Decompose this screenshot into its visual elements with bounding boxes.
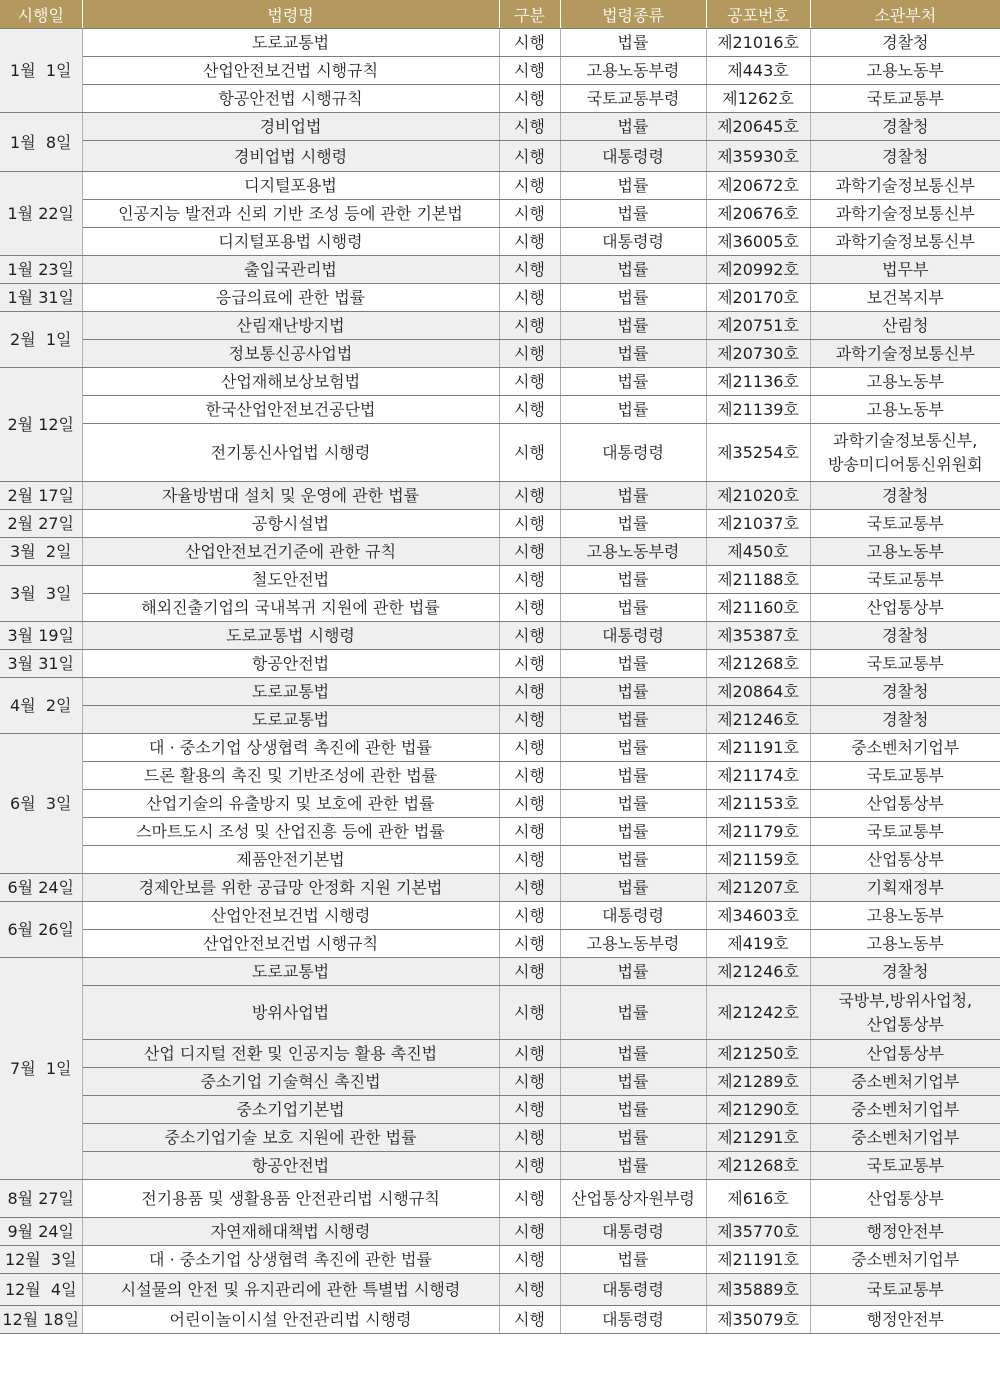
promulgation-number-cell: 제21188호 xyxy=(706,566,810,594)
category-cell: 시행 xyxy=(499,1152,560,1180)
law-kind-cell: 법률 xyxy=(560,172,706,200)
promulgation-number-cell: 제20672호 xyxy=(706,172,810,200)
table-row xyxy=(0,566,1000,594)
law-kind-cell: 대통령령 xyxy=(560,622,706,650)
department-cell: 행정안전부 xyxy=(810,1306,1000,1334)
table-row xyxy=(0,874,1000,902)
table-row xyxy=(0,312,1000,340)
law-name-cell: 드론 활용의 촉진 및 기반조성에 관한 법률 xyxy=(82,762,499,790)
law-kind-cell: 법률 xyxy=(560,510,706,538)
department-cell: 국토교통부 xyxy=(810,650,1000,678)
promulgation-number-cell: 제1262호 xyxy=(706,85,810,113)
law-kind-cell: 법률 xyxy=(560,650,706,678)
table-row xyxy=(0,200,1000,228)
law-name-cell: 도로교통법 xyxy=(82,678,499,706)
effective-date-cell: 12월 18일 xyxy=(0,1306,82,1334)
law-name-cell: 산업재해보상보험법 xyxy=(82,368,499,396)
law-name-cell: 산업 디지털 전환 및 인공지능 활용 촉진법 xyxy=(82,1040,499,1068)
law-name-cell: 도로교통법 xyxy=(82,29,499,57)
header-law-kind: 법령종류 xyxy=(560,0,706,29)
law-kind-cell: 대통령령 xyxy=(560,902,706,930)
category-cell: 시행 xyxy=(499,396,560,424)
promulgation-number-cell: 제21268호 xyxy=(706,650,810,678)
department-cell: 국토교통부 xyxy=(810,510,1000,538)
law-kind-cell: 법률 xyxy=(560,284,706,312)
department-cell: 중소벤처기업부 xyxy=(810,734,1000,762)
category-cell: 시행 xyxy=(499,1096,560,1124)
law-name-cell: 중소기업기술 보호 지원에 관한 법률 xyxy=(82,1124,499,1152)
law-name-cell: 한국산업안전보건공단법 xyxy=(82,396,499,424)
law-kind-cell: 법률 xyxy=(560,790,706,818)
department-cell: 국토교통부 xyxy=(810,566,1000,594)
table-row xyxy=(0,284,1000,312)
department-cell: 경찰청 xyxy=(810,706,1000,734)
table-row xyxy=(0,1274,1000,1306)
law-name-cell: 항공안전법 시행규칙 xyxy=(82,85,499,113)
promulgation-number-cell: 제419호 xyxy=(706,930,810,958)
law-kind-cell: 법률 xyxy=(560,594,706,622)
department-cell: 고용노동부 xyxy=(810,902,1000,930)
department-cell xyxy=(810,424,1000,482)
department-cell: 산업통상부 xyxy=(810,790,1000,818)
table-row xyxy=(0,930,1000,958)
department-cell: 산업통상부 xyxy=(810,846,1000,874)
law-kind-cell: 대통령령 xyxy=(560,1218,706,1246)
law-kind-cell: 법률 xyxy=(560,1068,706,1096)
category-cell: 시행 xyxy=(499,368,560,396)
promulgation-number-cell: 제21020호 xyxy=(706,482,810,510)
promulgation-number-cell: 제20751호 xyxy=(706,312,810,340)
effective-date-cell: 3월 19일 xyxy=(0,622,82,650)
promulgation-number-cell: 제21159호 xyxy=(706,846,810,874)
department-cell: 산림청 xyxy=(810,312,1000,340)
law-name-cell: 도로교통법 xyxy=(82,706,499,734)
law-kind-cell: 법률 xyxy=(560,762,706,790)
department-cell: 국토교통부 xyxy=(810,1274,1000,1306)
effective-date-cell: 9월 24일 xyxy=(0,1218,82,1246)
law-name-cell: 출입국관리법 xyxy=(82,256,499,284)
effective-date-cell: 1월 22일 xyxy=(0,172,82,256)
category-cell: 시행 xyxy=(499,790,560,818)
effective-date-cell: 6월 3일 xyxy=(0,734,82,874)
promulgation-number-cell: 제21139호 xyxy=(706,396,810,424)
table-row xyxy=(0,734,1000,762)
header-date: 시행일 xyxy=(0,0,82,29)
table-row xyxy=(0,1124,1000,1152)
category-cell: 시행 xyxy=(499,594,560,622)
law-name-cell: 산업안전보건법 시행규칙 xyxy=(82,930,499,958)
header-department: 소관부처 xyxy=(810,0,1000,29)
law-name-cell: 대 · 중소기업 상생협력 촉진에 관한 법률 xyxy=(82,734,499,762)
effective-date-cell: 2월 17일 xyxy=(0,482,82,510)
effective-date-cell: 2월 12일 xyxy=(0,368,82,482)
category-cell: 시행 xyxy=(499,622,560,650)
law-kind-cell: 국토교통부령 xyxy=(560,85,706,113)
promulgation-number-cell: 제21191호 xyxy=(706,734,810,762)
department-cell: 중소벤처기업부 xyxy=(810,1124,1000,1152)
category-cell: 시행 xyxy=(499,85,560,113)
promulgation-number-cell: 제21291호 xyxy=(706,1124,810,1152)
law-kind-cell: 대통령령 xyxy=(560,1274,706,1306)
category-cell: 시행 xyxy=(499,958,560,986)
effective-date-cell: 7월 1일 xyxy=(0,958,82,1180)
law-kind-cell: 대통령령 xyxy=(560,424,706,482)
law-name-cell: 해외진출기업의 국내복귀 지원에 관한 법률 xyxy=(82,594,499,622)
law-kind-cell: 법률 xyxy=(560,678,706,706)
department-cell: 경찰청 xyxy=(810,958,1000,986)
department-cell: 경찰청 xyxy=(810,482,1000,510)
category-cell: 시행 xyxy=(499,482,560,510)
law-name-cell: 공항시설법 xyxy=(82,510,499,538)
header-category: 구분 xyxy=(499,0,560,29)
department-cell: 국토교통부 xyxy=(810,85,1000,113)
table-row xyxy=(0,368,1000,396)
promulgation-number-cell: 제616호 xyxy=(706,1180,810,1218)
promulgation-number-cell: 제21289호 xyxy=(706,1068,810,1096)
law-name-cell: 항공안전법 xyxy=(82,1152,499,1180)
promulgation-number-cell: 제20730호 xyxy=(706,340,810,368)
category-cell: 시행 xyxy=(499,986,560,1040)
table-row xyxy=(0,706,1000,734)
effective-date-cell: 3월 2일 xyxy=(0,538,82,566)
promulgation-number-cell: 제21207호 xyxy=(706,874,810,902)
department-cell: 경찰청 xyxy=(810,141,1000,172)
law-name-cell: 디지털포용법 xyxy=(82,172,499,200)
category-cell: 시행 xyxy=(499,228,560,256)
table-row xyxy=(0,228,1000,256)
department-cell: 고용노동부 xyxy=(810,538,1000,566)
category-cell: 시행 xyxy=(499,1306,560,1334)
department-cell: 산업통상부 xyxy=(810,1180,1000,1218)
promulgation-number-cell: 제443호 xyxy=(706,57,810,85)
category-cell: 시행 xyxy=(499,1068,560,1096)
promulgation-number-cell: 제21174호 xyxy=(706,762,810,790)
law-kind-cell: 법률 xyxy=(560,312,706,340)
department-cell: 국토교통부 xyxy=(810,1152,1000,1180)
law-name-cell: 도로교통법 xyxy=(82,958,499,986)
department-cell: 고용노동부 xyxy=(810,930,1000,958)
category-cell: 시행 xyxy=(499,29,560,57)
header-law-name: 법령명 xyxy=(82,0,499,29)
department-cell: 중소벤처기업부 xyxy=(810,1068,1000,1096)
law-name-cell: 경제안보를 위한 공급망 안정화 지원 기본법 xyxy=(82,874,499,902)
category-cell: 시행 xyxy=(499,566,560,594)
table-row xyxy=(0,594,1000,622)
law-kind-cell: 법률 xyxy=(560,200,706,228)
law-name-cell: 산업안전보건법 시행령 xyxy=(82,902,499,930)
category-cell: 시행 xyxy=(499,1218,560,1246)
category-cell: 시행 xyxy=(499,1040,560,1068)
category-cell: 시행 xyxy=(499,200,560,228)
category-cell: 시행 xyxy=(499,510,560,538)
law-name-cell: 응급의료에 관한 법률 xyxy=(82,284,499,312)
effective-date-cell: 6월 24일 xyxy=(0,874,82,902)
law-name-cell: 시설물의 안전 및 유지관리에 관한 특별법 시행령 xyxy=(82,1274,499,1306)
effective-date-cell: 1월 31일 xyxy=(0,284,82,312)
promulgation-number-cell: 제20676호 xyxy=(706,200,810,228)
law-kind-cell: 법률 xyxy=(560,566,706,594)
law-kind-cell: 법률 xyxy=(560,1124,706,1152)
effective-date-cell: 2월 27일 xyxy=(0,510,82,538)
promulgation-number-cell: 제20170호 xyxy=(706,284,810,312)
table-row xyxy=(0,510,1000,538)
law-kind-cell: 법률 xyxy=(560,986,706,1040)
promulgation-number-cell: 제21246호 xyxy=(706,706,810,734)
promulgation-number-cell: 제35079호 xyxy=(706,1306,810,1334)
effective-date-cell: 3월 3일 xyxy=(0,566,82,622)
table-row xyxy=(0,986,1000,1040)
law-kind-cell: 법률 xyxy=(560,1040,706,1068)
promulgation-number-cell: 제35387호 xyxy=(706,622,810,650)
department-line-1: 국방부,방위사업청, xyxy=(838,990,973,1010)
department-cell: 과학기술정보통신부 xyxy=(810,340,1000,368)
category-cell: 시행 xyxy=(499,538,560,566)
department-cell: 과학기술정보통신부 xyxy=(810,228,1000,256)
department-cell xyxy=(810,986,1000,1040)
law-kind-cell: 법률 xyxy=(560,706,706,734)
category-cell: 시행 xyxy=(499,172,560,200)
promulgation-number-cell: 제21268호 xyxy=(706,1152,810,1180)
law-kind-cell: 법률 xyxy=(560,1246,706,1274)
table-row xyxy=(0,1246,1000,1274)
promulgation-number-cell: 제21037호 xyxy=(706,510,810,538)
table-row xyxy=(0,29,1000,57)
category-cell: 시행 xyxy=(499,706,560,734)
promulgation-number-cell: 제21153호 xyxy=(706,790,810,818)
department-cell: 경찰청 xyxy=(810,29,1000,57)
table-row xyxy=(0,172,1000,200)
promulgation-number-cell: 제21242호 xyxy=(706,986,810,1040)
effective-date-cell: 1월 23일 xyxy=(0,256,82,284)
category-cell: 시행 xyxy=(499,1246,560,1274)
table-row xyxy=(0,1096,1000,1124)
law-name-cell: 어린이놀이시설 안전관리법 시행령 xyxy=(82,1306,499,1334)
effective-date-cell: 12월 3일 xyxy=(0,1246,82,1274)
table-row xyxy=(0,482,1000,510)
department-cell: 고용노동부 xyxy=(810,396,1000,424)
category-cell: 시행 xyxy=(499,678,560,706)
law-name-cell: 산업안전보건법 시행규칙 xyxy=(82,57,499,85)
promulgation-number-cell: 제21191호 xyxy=(706,1246,810,1274)
table-row xyxy=(0,538,1000,566)
category-cell: 시행 xyxy=(499,340,560,368)
department-line-2: 산업통상부 xyxy=(866,1014,944,1034)
table-row xyxy=(0,340,1000,368)
effective-date-cell: 1월 8일 xyxy=(0,113,82,172)
promulgation-number-cell: 제35770호 xyxy=(706,1218,810,1246)
table-row xyxy=(0,141,1000,172)
table-row xyxy=(0,678,1000,706)
effective-date-cell: 12월 4일 xyxy=(0,1274,82,1306)
table-row xyxy=(0,902,1000,930)
law-kind-cell: 법률 xyxy=(560,256,706,284)
law-kind-cell: 대통령령 xyxy=(560,228,706,256)
department-cell: 고용노동부 xyxy=(810,368,1000,396)
law-kind-cell: 고용노동부령 xyxy=(560,538,706,566)
table-row xyxy=(0,1040,1000,1068)
law-name-cell: 자율방범대 설치 및 운영에 관한 법률 xyxy=(82,482,499,510)
table-row xyxy=(0,1218,1000,1246)
law-name-cell: 정보통신공사업법 xyxy=(82,340,499,368)
department-cell: 보건복지부 xyxy=(810,284,1000,312)
category-cell: 시행 xyxy=(499,930,560,958)
category-cell: 시행 xyxy=(499,650,560,678)
law-kind-cell: 법률 xyxy=(560,734,706,762)
law-kind-cell: 법률 xyxy=(560,340,706,368)
category-cell: 시행 xyxy=(499,874,560,902)
department-cell: 과학기술정보통신부 xyxy=(810,200,1000,228)
table-row xyxy=(0,1180,1000,1218)
header-row xyxy=(0,0,1000,29)
table-row xyxy=(0,256,1000,284)
promulgation-number-cell: 제20645호 xyxy=(706,113,810,141)
header-promulgation-number: 공포번호 xyxy=(706,0,810,29)
department-cell: 법무부 xyxy=(810,256,1000,284)
promulgation-number-cell: 제21016호 xyxy=(706,29,810,57)
law-name-cell: 경비업법 시행령 xyxy=(82,141,499,172)
promulgation-number-cell: 제36005호 xyxy=(706,228,810,256)
law-kind-cell: 법률 xyxy=(560,874,706,902)
law-kind-cell: 고용노동부령 xyxy=(560,57,706,85)
department-cell: 과학기술정보통신부 xyxy=(810,172,1000,200)
law-name-cell: 제품안전기본법 xyxy=(82,846,499,874)
promulgation-number-cell: 제35254호 xyxy=(706,424,810,482)
law-kind-cell: 법률 xyxy=(560,1096,706,1124)
law-name-cell: 중소기업기본법 xyxy=(82,1096,499,1124)
promulgation-number-cell: 제21290호 xyxy=(706,1096,810,1124)
promulgation-number-cell: 제21136호 xyxy=(706,368,810,396)
law-name-cell: 전기용품 및 생활용품 안전관리법 시행규칙 xyxy=(82,1180,499,1218)
law-name-cell: 도로교통법 시행령 xyxy=(82,622,499,650)
law-name-cell: 자연재해대책법 시행령 xyxy=(82,1218,499,1246)
table-row xyxy=(0,1152,1000,1180)
category-cell: 시행 xyxy=(499,312,560,340)
category-cell: 시행 xyxy=(499,284,560,312)
promulgation-number-cell: 제450호 xyxy=(706,538,810,566)
law-name-cell: 철도안전법 xyxy=(82,566,499,594)
category-cell: 시행 xyxy=(499,57,560,85)
table-row xyxy=(0,818,1000,846)
promulgation-number-cell: 제20992호 xyxy=(706,256,810,284)
table-row xyxy=(0,650,1000,678)
promulgation-number-cell: 제20864호 xyxy=(706,678,810,706)
table-row xyxy=(0,790,1000,818)
law-name-cell: 전기통신사업법 시행령 xyxy=(82,424,499,482)
department-cell: 경찰청 xyxy=(810,113,1000,141)
table-row xyxy=(0,1068,1000,1096)
promulgation-number-cell: 제34603호 xyxy=(706,902,810,930)
promulgation-number-cell: 제21179호 xyxy=(706,818,810,846)
department-cell: 중소벤처기업부 xyxy=(810,1246,1000,1274)
category-cell: 시행 xyxy=(499,113,560,141)
law-name-cell: 디지털포용법 시행령 xyxy=(82,228,499,256)
department-line-1: 과학기술정보통신부, xyxy=(833,430,978,450)
law-name-cell: 대 · 중소기업 상생협력 촉진에 관한 법률 xyxy=(82,1246,499,1274)
law-name-cell: 산업안전보건기준에 관한 규칙 xyxy=(82,538,499,566)
law-kind-cell: 법률 xyxy=(560,113,706,141)
law-kind-cell: 고용노동부령 xyxy=(560,930,706,958)
law-kind-cell: 법률 xyxy=(560,482,706,510)
law-kind-cell: 법률 xyxy=(560,846,706,874)
law-name-cell: 산업기술의 유출방지 및 보호에 관한 법률 xyxy=(82,790,499,818)
department-cell: 중소벤처기업부 xyxy=(810,1096,1000,1124)
law-name-cell: 산림재난방지법 xyxy=(82,312,499,340)
department-cell: 국토교통부 xyxy=(810,818,1000,846)
law-name-cell: 스마트도시 조성 및 산업진흥 등에 관한 법률 xyxy=(82,818,499,846)
table-row xyxy=(0,846,1000,874)
table-row xyxy=(0,396,1000,424)
effective-date-cell: 4월 2일 xyxy=(0,678,82,734)
table-row xyxy=(0,57,1000,85)
department-cell: 경찰청 xyxy=(810,622,1000,650)
law-name-cell: 방위사업법 xyxy=(82,986,499,1040)
table-row xyxy=(0,113,1000,141)
table-row xyxy=(0,958,1000,986)
table-row xyxy=(0,1306,1000,1334)
effective-date-cell: 8월 27일 xyxy=(0,1180,82,1218)
promulgation-number-cell: 제35930호 xyxy=(706,141,810,172)
effective-date-cell: 2월 1일 xyxy=(0,312,82,368)
law-kind-cell: 법률 xyxy=(560,818,706,846)
law-kind-cell: 대통령령 xyxy=(560,1306,706,1334)
law-name-cell: 중소기업 기술혁신 촉진법 xyxy=(82,1068,499,1096)
promulgation-number-cell: 제35889호 xyxy=(706,1274,810,1306)
table-row xyxy=(0,85,1000,113)
law-kind-cell: 대통령령 xyxy=(560,141,706,172)
category-cell: 시행 xyxy=(499,818,560,846)
department-cell: 산업통상부 xyxy=(810,1040,1000,1068)
law-kind-cell: 법률 xyxy=(560,958,706,986)
category-cell: 시행 xyxy=(499,141,560,172)
law-name-cell: 경비업법 xyxy=(82,113,499,141)
law-kind-cell: 법률 xyxy=(560,368,706,396)
table-body xyxy=(0,29,1000,1334)
effective-date-cell: 3월 31일 xyxy=(0,650,82,678)
department-cell: 고용노동부 xyxy=(810,57,1000,85)
category-cell: 시행 xyxy=(499,1274,560,1306)
law-kind-cell: 법률 xyxy=(560,1152,706,1180)
promulgation-number-cell: 제21246호 xyxy=(706,958,810,986)
department-line-2: 방송미디어통신위원회 xyxy=(827,454,983,474)
table-row xyxy=(0,622,1000,650)
department-cell: 산업통상부 xyxy=(810,594,1000,622)
department-cell: 국토교통부 xyxy=(810,762,1000,790)
category-cell: 시행 xyxy=(499,846,560,874)
law-kind-cell: 법률 xyxy=(560,29,706,57)
department-cell: 경찰청 xyxy=(810,678,1000,706)
promulgation-number-cell: 제21160호 xyxy=(706,594,810,622)
table-row xyxy=(0,762,1000,790)
category-cell: 시행 xyxy=(499,1124,560,1152)
law-kind-cell: 산업통상자원부령 xyxy=(560,1180,706,1218)
category-cell: 시행 xyxy=(499,762,560,790)
effective-date-cell: 6월 26일 xyxy=(0,902,82,958)
law-name-cell: 인공지능 발전과 신뢰 기반 조성 등에 관한 기본법 xyxy=(82,200,499,228)
effective-date-cell: 1월 1일 xyxy=(0,29,82,113)
law-name-cell: 항공안전법 xyxy=(82,650,499,678)
category-cell: 시행 xyxy=(499,902,560,930)
department-cell: 기획재정부 xyxy=(810,874,1000,902)
category-cell: 시행 xyxy=(499,734,560,762)
department-cell: 행정안전부 xyxy=(810,1218,1000,1246)
table-row xyxy=(0,424,1000,482)
category-cell: 시행 xyxy=(499,256,560,284)
promulgation-number-cell: 제21250호 xyxy=(706,1040,810,1068)
category-cell: 시행 xyxy=(499,424,560,482)
category-cell: 시행 xyxy=(499,1180,560,1218)
law-kind-cell: 법률 xyxy=(560,396,706,424)
